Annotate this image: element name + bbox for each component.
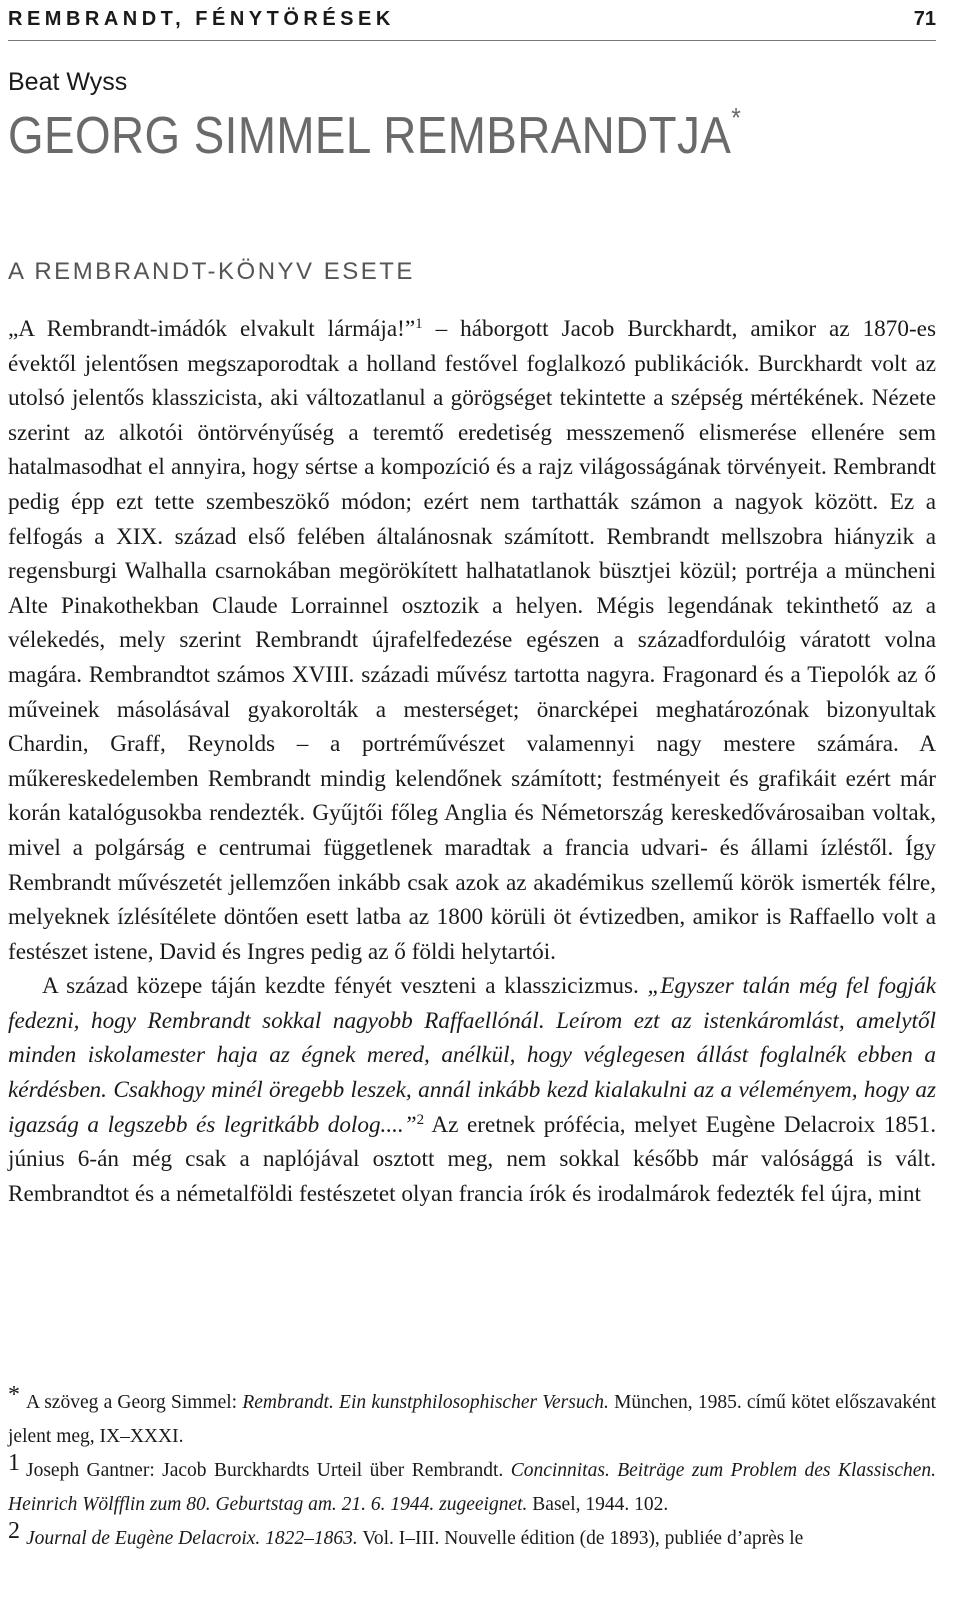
article-title <box>8 102 742 166</box>
footnote-2-mark: 2 <box>8 1518 20 1544</box>
page-number: 71 <box>913 8 936 30</box>
footnote-1 <box>8 1450 936 1522</box>
body-text <box>8 312 936 1211</box>
paragraph-2 <box>8 969 936 1211</box>
footnotes <box>8 1382 936 1556</box>
paragraph-1-text: – háborgott Jacob Burckhardt, amikor az 1870-es évektől jelentősen megszaporodtak a holland festővel foglalkozó publikációk. Burckhardt volt az utolsó jelentős klasszicista, aki változatlanul a görögséget tekintette a szépség mértékének. Nézete szerint az alkotói öntörvényűség a teremtő eredetiség messzemenő elismerése ellenére sem hatalmasodhat el annyira, hogy sértse a kompozíció és a rajz világosságának törvényeit. Rembrandt pedig épp ezt tette szembeszökő módon; ezért nem tarthatták számon a nagyok között. Ez a felfogás a XIX. század első felében általánosnak számított. Rembrandt mellszobra hiányzik a regensburgi Walhalla csarnokában megörökített halhatatlanok büsztjei közül; portréja a müncheni Alte Pinakothekban Claude Lorrainnel osztozik a helyen. Mégis legendának tekinthető az a vélekedés, mely szerint Rembrandt újrafelfedezése egészen a századfordulóig váratott volna magára. Rembrandtot számos XVIII. századi művész tartotta nagyra. Fragonard és a Tiepolók az ő műveinek másolásával gyakorolták a mesterséget; önarcképei meghatározónak bizonyultak Chardin, Graff, Reynolds – a portréművészet valamennyi nagy mestere számára. A műkereskedelemben Rembrandt mindig kelendőnek számított; festményeit és grafikáit ezért már korán katalógusokba rendezték. Gyűjtői főleg Anglia és Németország kereskedővárosaiban voltak, mivel a polgárság e centrumai függetlenek maradtak a francia udvari- és állami ízléstől. Így Rembrandt művészetét jellemzően inkább csak azok az akadémikus szellemű körök ismerték félre, melyeknek ízlésítélete döntően esett latba az 1800 körüli öt évtizedben, amikor is Raffaello volt a festészet istene, David és Ingres pedig az ő földi helytartói. <box>8 316 936 965</box>
footnote-1-mark: 1 <box>8 1450 20 1476</box>
title-footnote-mark: * <box>731 102 742 133</box>
footnote-2-text: Vol. I–III. Nouvelle édition (de 1893), publiée d’après le <box>357 1528 804 1549</box>
paragraph-2-continuation: Az eretnek prófécia, melyet Eugène Delacroix 1851. június 6-án még csak a naplójával osztott meg, nem sokkal később már valósággá is vált. Rembrandtot és a németalföldi festészetet olyan francia írók és irodalmárok fedezték fel újra, mint <box>8 1111 936 1207</box>
footnote-star-mark: * <box>8 1382 20 1408</box>
paragraph-1-quote: „A Rembrandt-imádók elvakult lármája!” <box>8 316 416 342</box>
paragraph-2-text: A század közepe táján kezdte fényét veszteni a klasszicizmus. <box>42 973 648 1000</box>
delacroix-quote: „Egyszer talán még fel fogják fedezni, hogy Rembrandt sokkal nagyobb Raffaellónál. Leírom ezt az istenkáromlást, amelytől minden iskolamester haja az égnek mered, anélkül, hogy véglegesen állást foglalnék ebben a kérdésben. Csakhogy minél öregebb leszek, annál inkább kezd kialakulni az a véleményem, hogy az igazság a legszebb és legritkább dolog....” <box>8 973 936 1138</box>
footnote-2 <box>8 1518 936 1556</box>
footnote-1-text: Joseph Gantner: Jacob Burckhardts Urteil über Rembrandt. <box>26 1460 511 1481</box>
footnote-star-text-2: München, 1985. című kötet előszavaként jelent meg, IX–XXXI. <box>8 1392 936 1447</box>
footnote-2-book-title: Journal de Eugène Delacroix. 1822–1863. <box>26 1528 358 1549</box>
running-head-title: REMBRANDT, FÉNYTÖRÉSEK <box>8 8 395 30</box>
author-name: Beat Wyss <box>8 68 128 96</box>
section-heading: A REMBRANDT-KÖNYV ESETE <box>8 258 415 285</box>
document-page <box>8 0 936 1598</box>
running-head <box>8 6 936 41</box>
footnote-1-book-title: Concinnitas. Beiträge zum Problem des Klassischen. Heinrich Wölfflin zum 80. Geburtstag am. 21. 6. 1944. zugeeignet. <box>8 1460 936 1515</box>
footnote-star-text: A szöveg a Georg Simmel: <box>26 1392 243 1413</box>
footnote-ref-1: 1 <box>415 316 423 332</box>
footnote-ref-2: 2 <box>416 1111 425 1128</box>
footnote-star <box>8 1382 936 1454</box>
article-title-text: GEORG SIMMEL REMBRANDTJA <box>8 107 732 165</box>
footnote-1-text-2: Basel, 1944. 102. <box>527 1494 669 1515</box>
paragraph-1 <box>8 312 936 969</box>
footnote-star-book-title: Rembrandt. Ein kunstphilosophischer Versuch. <box>242 1392 609 1413</box>
